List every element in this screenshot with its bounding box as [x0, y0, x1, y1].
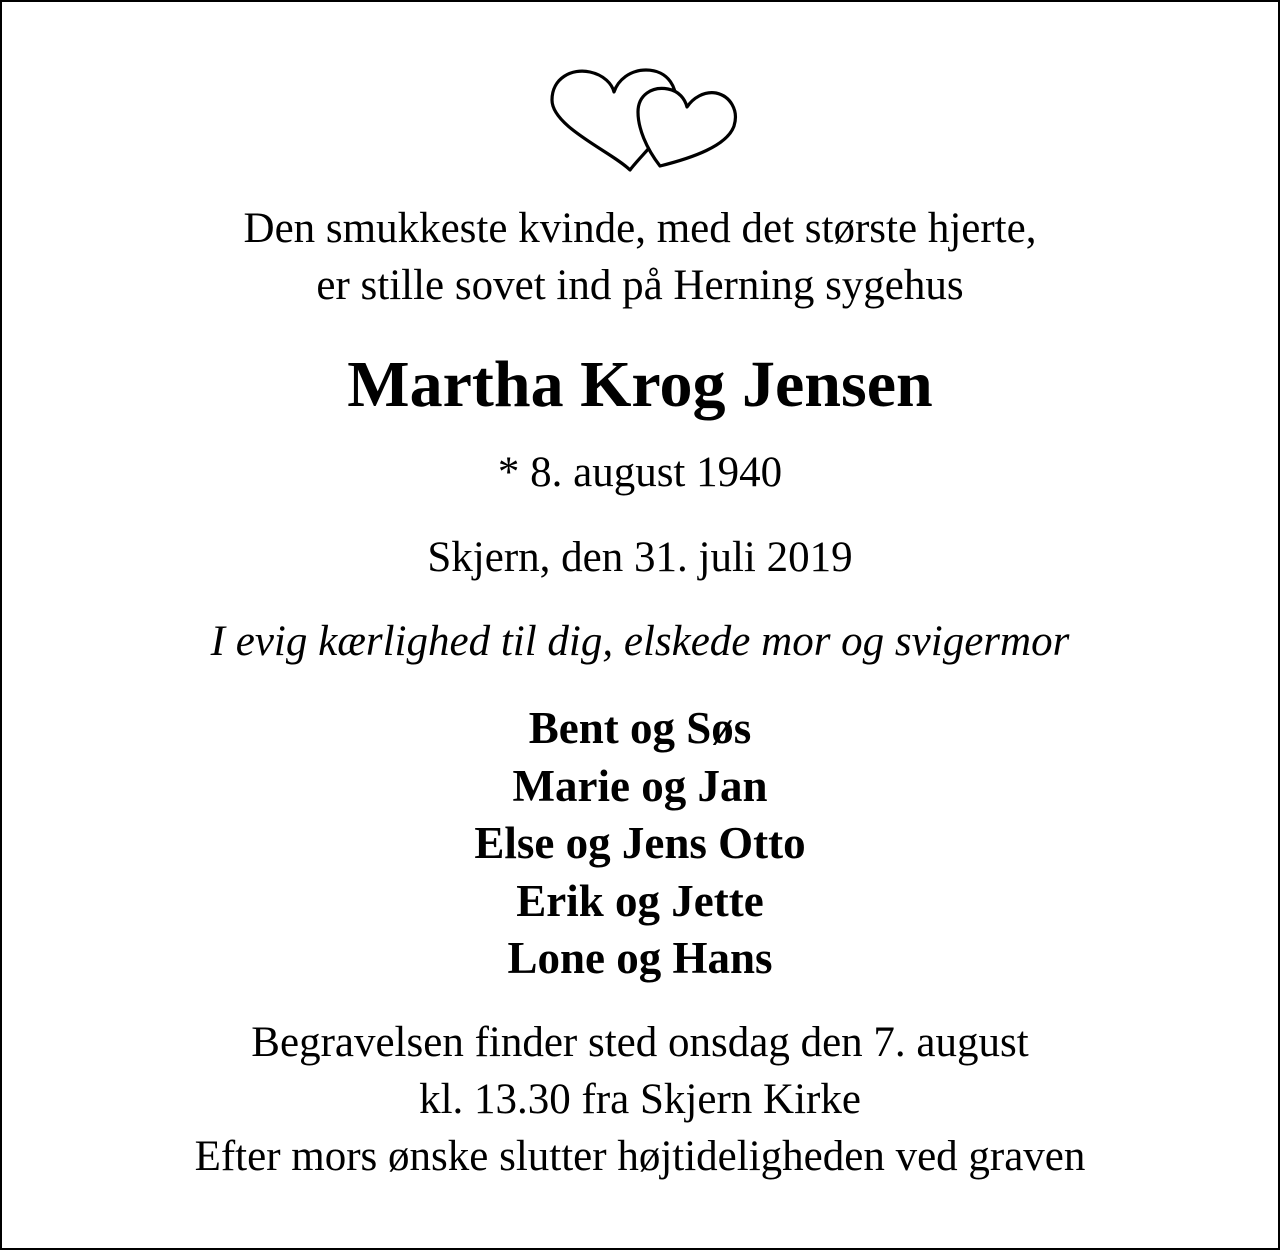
- funeral-line-2: kl. 13.30 fra Skjern Kirke: [419, 1076, 861, 1123]
- funeral-line-1: Begravelsen finder sted onsdag den 7. august: [251, 1019, 1029, 1066]
- family-member: Erik og Jette: [516, 875, 764, 926]
- family-member: Bent og Søs: [528, 703, 752, 753]
- intro-line-1: Den smukkeste kvinde, med det største hjerte,: [243, 205, 1037, 252]
- intro-text: [2, 200, 1278, 314]
- birth-date: * 8. august 1940: [497, 449, 783, 496]
- double-hearts-icon: [542, 62, 742, 172]
- deceased-name: Martha Krog Jensen: [347, 348, 933, 421]
- tribute-text: I evig kærlighed til dig, elskede mor og svigermor: [210, 618, 1070, 665]
- death-place-date: Skjern, den 31. juli 2019: [427, 534, 853, 581]
- family-member: Marie og Jan: [512, 760, 768, 811]
- intro-line-2: er stille sovet ind på Herning sygehus: [316, 262, 964, 309]
- family-member: Else og Jens Otto: [474, 818, 806, 868]
- family-member: Lone og Hans: [507, 933, 773, 983]
- family-list: [2, 700, 1278, 988]
- funeral-line-3: Efter mors ønske slutter højtideligheden ved graven: [194, 1133, 1086, 1180]
- funeral-info: [2, 1014, 1278, 1185]
